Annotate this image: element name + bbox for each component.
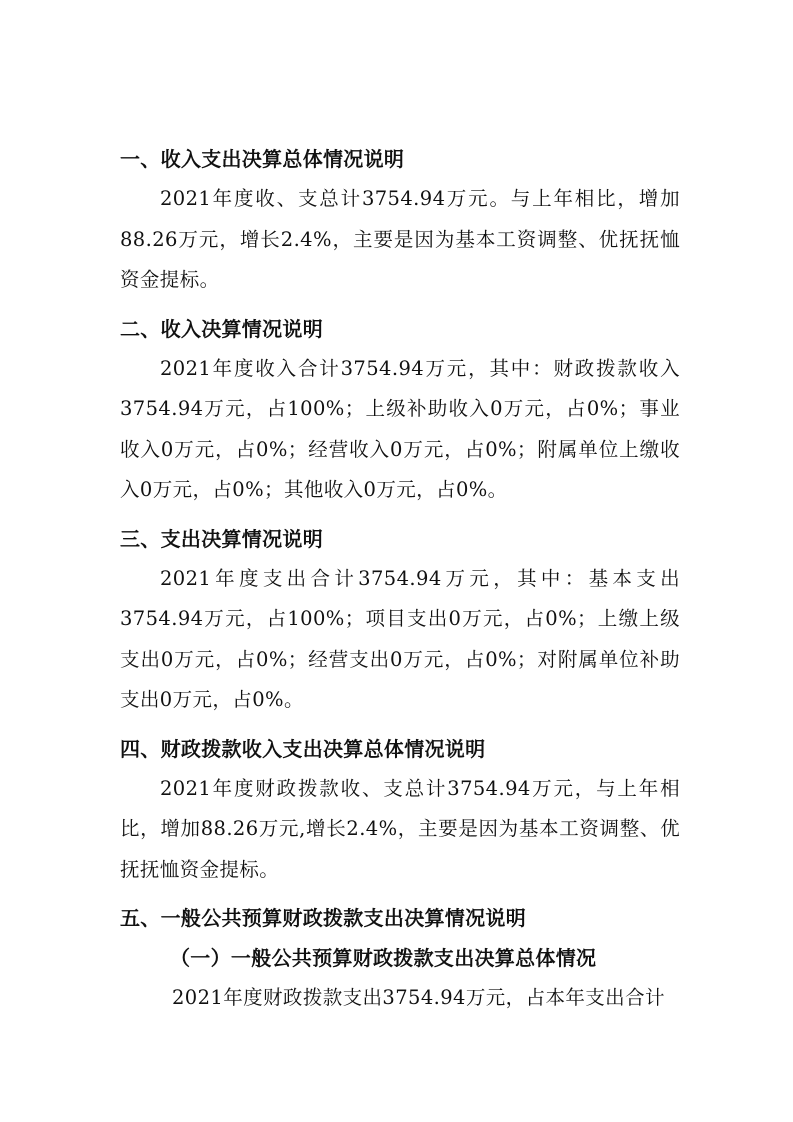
section-heading-2: 二、收入决算情况说明 <box>120 316 323 341</box>
section-paragraph-3: 2021年度支出合计3754.94万元，其中：基本支出3754.94万元，占100%；项目支出0万元，占0%；上缴上级支出0万元，占0%；经营支出0万元，占0%；对附属单位补助支出0万元，占0%。 <box>120 566 680 711</box>
section-paragraph-1: 2021年度收、支总计3754.94万元。与上年相比，增加88.26万元，增长2.4%，主要是因为基本工资调整、优抚抚恤资金提标。 <box>120 187 680 291</box>
section-paragraph-5: 2021年度财政拨款支出3754.94万元，占本年支出合计 <box>172 986 665 1009</box>
section-subheading-5-1: （一）一般公共预算财政拨款支出决算总体情况 <box>170 946 597 970</box>
section-heading-5: 五、一般公共预算财政拨款支出决算情况说明 <box>120 906 526 930</box>
section-heading-4: 四、财政拨款收入支出决算总体情况说明 <box>120 736 486 761</box>
section-paragraph-4: 2021年度财政拨款收、支总计3754.94万元，与上年相比，增加88.26万元,增长2.4%，主要是因为基本工资调整、优抚抚恤资金提标。 <box>120 776 680 881</box>
section-heading-1: 一、收入支出决算总体情况说明 <box>120 147 405 171</box>
document-body <box>120 139 680 1019</box>
section-heading-3: 三、支出决算情况说明 <box>120 526 323 551</box>
section-paragraph-2: 2021年度收入合计3754.94万元，其中：财政拨款收入3754.94万元，占100%；上级补助收入0万元，占0%；事业收入0万元，占0%；经营收入0万元，占0%；附属单位上缴收入0万元，占0%；其他收入0万元，占0%。 <box>120 356 680 501</box>
